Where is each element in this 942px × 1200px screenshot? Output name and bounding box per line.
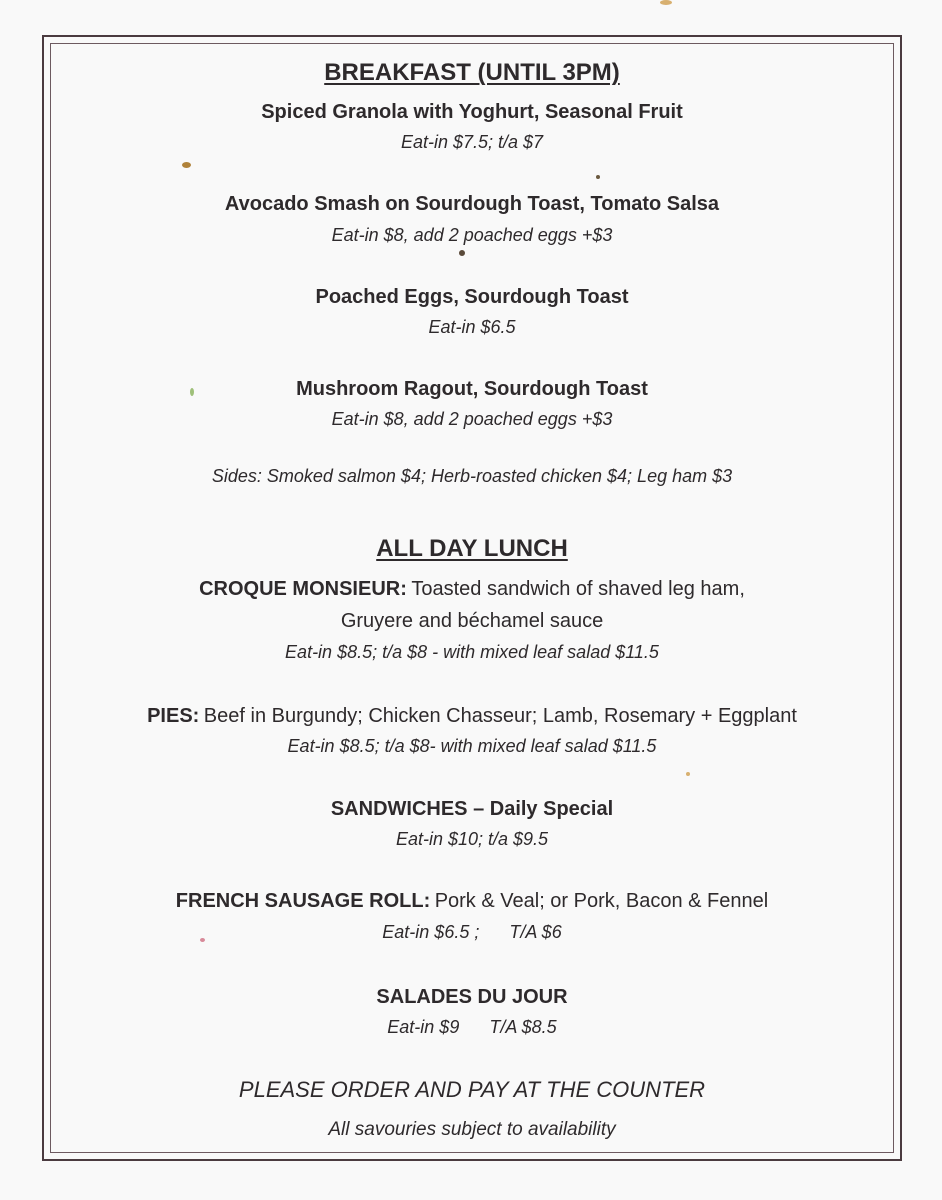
scan-speck (596, 175, 600, 179)
croque-desc-continued: Gruyere and béchamel sauce (340, 610, 604, 632)
scan-speck (459, 250, 465, 256)
breakfast-item-name: Avocado Smash on Sourdough Toast, Tomato Salsa (224, 193, 720, 215)
salades-name: SALADES DU JOUR (376, 986, 568, 1008)
salades-price-line (50, 1018, 894, 1036)
croque-line (50, 579, 894, 599)
croque-price: Eat-in $8.5; t/a $8 - with mixed leaf salad $11.5 (285, 642, 659, 662)
sandwiches-price: Eat-in $10; t/a $9.5 (395, 829, 549, 849)
sausage-line (50, 891, 894, 911)
sausage-price-eatin: Eat-in $6.5 ; (382, 922, 480, 942)
pies-desc: Beef in Burgundy; Chicken Chasseur; Lamb, Rosemary + Eggplant (203, 705, 797, 727)
pies-name: PIES: (147, 705, 200, 727)
salades-price-eatin: Eat-in $9 (387, 1017, 460, 1037)
croque-desc: Toasted sandwich of shaved leg ham, (411, 578, 745, 600)
breakfast-item-price: Eat-in $8, add 2 poached eggs +$3 (331, 225, 613, 245)
scan-speck (200, 938, 205, 942)
breakfast-item-name: Mushroom Ragout, Sourdough Toast (296, 378, 648, 400)
sausage-price-line (50, 923, 894, 941)
availability-note: All savouries subject to availability (328, 1119, 616, 1140)
croque-name: CROQUE MONSIEUR: (199, 578, 407, 600)
breakfast-item-price: Eat-in $8, add 2 poached eggs +$3 (331, 409, 613, 429)
sausage-price-ta: T/A $6 (509, 922, 562, 942)
sausage-name: FRENCH SAUSAGE ROLL: (175, 890, 431, 912)
scan-speck (686, 772, 690, 776)
sausage-desc: Pork & Veal; or Pork, Bacon & Fennel (434, 890, 769, 912)
pies-line (50, 706, 894, 726)
breakfast-item-price: Eat-in $6.5 (428, 317, 516, 337)
scan-speck (182, 162, 191, 168)
breakfast-section-title: BREAKFAST (UNTIL 3PM) (324, 59, 620, 86)
sandwiches-name: SANDWICHES – Daily Special (330, 798, 614, 820)
scan-speck (660, 0, 672, 5)
scan-speck (190, 388, 194, 396)
breakfast-sides: Sides: Smoked salmon $4; Herb-roasted chicken $4; Leg ham $3 (211, 466, 733, 486)
salades-price-ta: T/A $8.5 (489, 1017, 557, 1037)
breakfast-item-name: Spiced Granola with Yoghurt, Seasonal Fruit (261, 101, 683, 123)
lunch-section-title: ALL DAY LUNCH (376, 535, 568, 562)
breakfast-item-name: Poached Eggs, Sourdough Toast (315, 286, 629, 308)
breakfast-item-price: Eat-in $7.5; t/a $7 (400, 132, 544, 152)
pies-price: Eat-in $8.5; t/a $8- with mixed leaf salad $11.5 (287, 736, 657, 756)
order-notice: PLEASE ORDER AND PAY AT THE COUNTER (238, 1077, 706, 1102)
